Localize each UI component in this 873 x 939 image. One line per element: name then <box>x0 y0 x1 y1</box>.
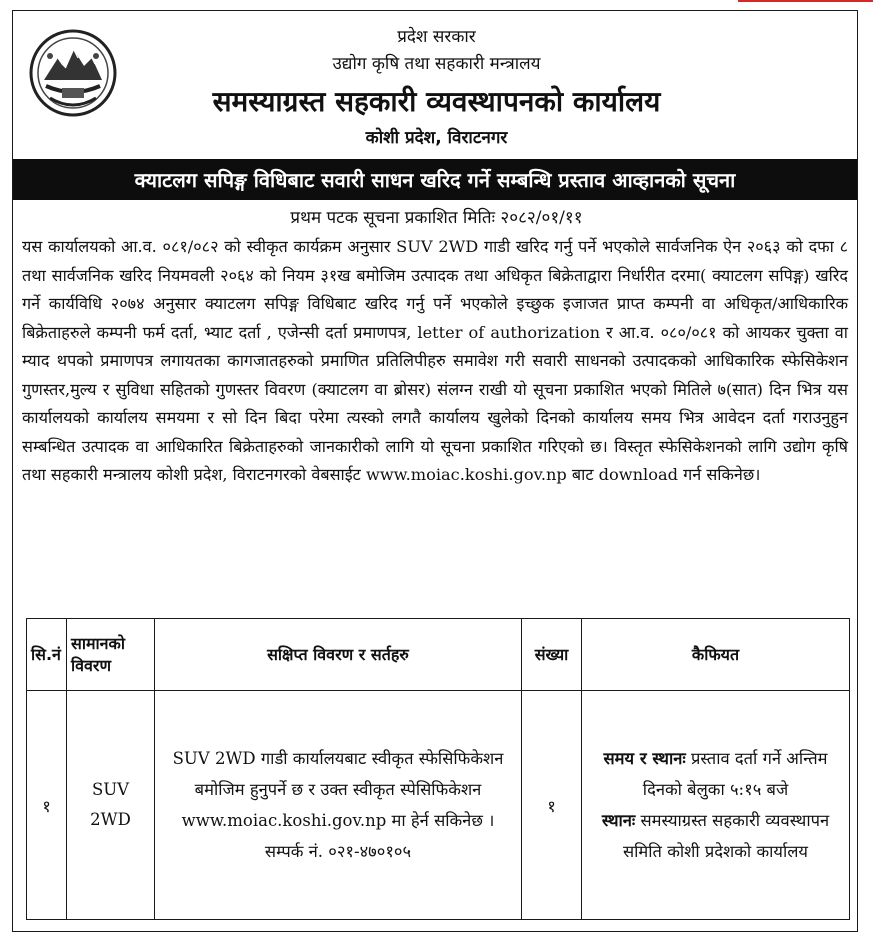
row-contact: सम्पर्क नं. ०२१-४७०१०५ <box>264 842 412 861</box>
row-description <box>155 691 522 920</box>
row-description-text: SUV 2WD गाडी कार्यालयबाट स्वीकृत स्फेसिफिकेशन बमोजिम हुनुपर्ने छ र उक्त स्वीकृत स्पेसिफिकेशन www.moiac.koshi.gov.np मा हेर्न सकिनेछ । <box>172 749 504 830</box>
row-remarks <box>582 691 850 920</box>
header-quantity: संख्या <box>522 619 582 691</box>
office-name: समस्याग्रस्त सहकारी व्यवस्थापनको कार्यालय <box>212 85 661 118</box>
row-quantity: १ <box>522 691 582 920</box>
notice-title-banner <box>13 159 857 200</box>
government-name: प्रदेश सरकार <box>397 27 476 47</box>
office-location: कोशी प्रदेश, विराटनगर <box>365 128 508 148</box>
item-table <box>26 618 850 920</box>
publish-date: प्रथम पटक सूचना प्रकाशित मितिः २०८२/०१/११ <box>290 208 583 228</box>
place-text: समस्याग्रस्त सहकारी व्यवस्थापन समिति कोशी प्रदेशको कार्यालय <box>622 811 830 861</box>
time-label: समय र स्थानः <box>603 749 686 768</box>
header-item: सामानको विवरण <box>67 619 155 691</box>
time-text: प्रस्ताव दर्ता गर्ने अन्तिम दिनको बेलुका ५:१५ बजे <box>642 749 828 799</box>
ministry-name: उद्योग कृषि तथा सहकारी मन्त्रालय <box>332 54 541 74</box>
corner-accent-line <box>738 0 873 5</box>
table-row <box>27 691 850 920</box>
row-item: SUV 2WD <box>67 691 155 920</box>
notice-body: यस कार्यालयको आ.व. ०८१/०८२ को स्वीकृत कार्यक्रम अनुसार SUV 2WD गाडी खरिद गर्नु पर्ने भएकोले सार्वजनिक ऐन २०६३ को दफा ८ तथा सार्वजनिक खरिद नियमवली २०६४ को नियम ३१ख बमोजिम उत्पादक तथा अधिकृत बिक्रेताद्वारा निर्धारीत दरमा( क्याटलग सपिङ्ग) खरिद गर्ने कार्यविधि २०७४ अनुसार क्याटलग सपिङ्ग विधिबाट खरिद गर्नु पर्ने भएकोले इच्छुक इजाजत प्राप्त कम्पनी वा अधिकृत/आधिकारिक बिक्रेताहरुले कम्पनी फर्म दर्ता, भ्याट दर्ता , एजेन्सी दर्ता प्रमाणपत्र, letter of authorization र आ.व. ०८०/०८१ को आयकर चुक्ता वा म्याद थपको प्रमाणपत्र लगायतका कागजातहरुको प्रमाणित प्रतिलिपीहरु समावेश गरी सवारी साधनको उत्पादकको आधिकारिक स्फेसिकेशन गुणस्तर,मुल्य र सुविधा सहितको गुणस्तर विवरण (क्याटलग वा ब्रोसर) संलग्न राखी यो सूचना प्रकाशित भएको मितिले ७(सात) दिन भित्र यस कार्यालयको कार्यालय समयमा र सो दिन बिदा परेमा त्यस्को लगतै कार्यालय खुलेको दिनको कार्यालय समय भित्र आवेदन दर्ता गराउनुहुन सम्बन्धित उत्पादक वा आधिकारित बिक्रेताहरुको जानकारीको लागि यो सूचना प्रकाशित गरिएको छ। विस्तृत स्फेसिकेशनको लागि उद्योग कृषि तथा सहकारी मन्त्रालय कोशी प्रदेश, विराटनगरको वेबसाईट www.moiac.koshi.gov.np बाट download गर्न सकिनेछ। <box>22 237 848 484</box>
header-description: सक्षिप्त विवरण र सर्तहरु <box>155 619 522 691</box>
row-sn: १ <box>27 691 67 920</box>
table-header-row <box>27 619 850 691</box>
place-label: स्थानः <box>601 811 636 830</box>
header-sn: सि.नं <box>27 619 67 691</box>
notice-title: क्याटलग सपिङ्ग विधिबाट सवारी साधन खरिद गर्ने सम्बन्धि प्रस्ताव आव्हानको सूचना <box>134 168 736 192</box>
header-remarks: कैफियत <box>582 619 850 691</box>
